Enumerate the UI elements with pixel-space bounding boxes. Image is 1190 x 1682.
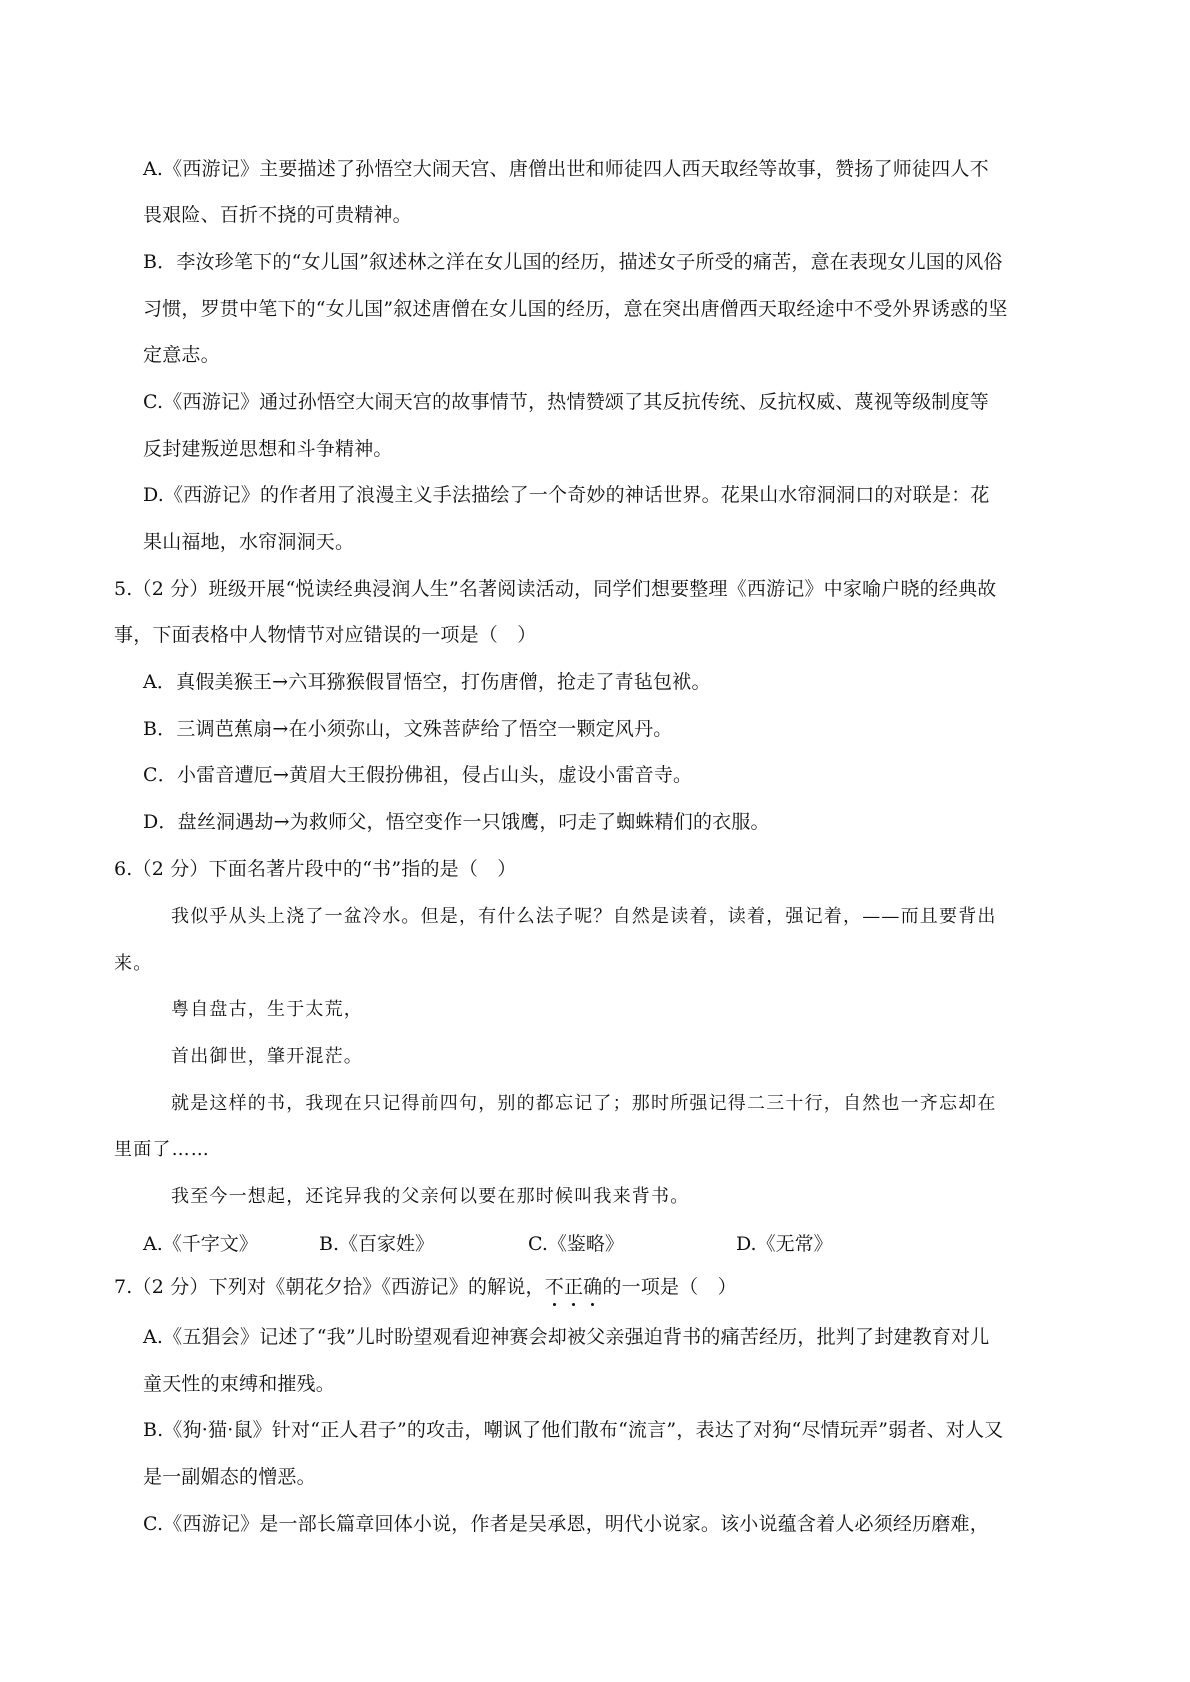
q6-option-c: C.《鉴略》: [528, 1233, 624, 1255]
q7-emphasis-char-1: 不: [544, 1276, 564, 1298]
q6-passage-line2: 来。: [114, 953, 153, 974]
q7-emphasis-char-2: 正: [563, 1276, 584, 1298]
q6-option-a: A.《千字文》: [143, 1233, 258, 1255]
q6-passage-line1: 我似乎从头上浇了一盆冷水。但是，有什么法子呢？自然是读着，读着，强记着，——而且要背出: [171, 906, 997, 927]
q4-option-c-line2: 反封建叛逆思想和斗争精神。: [143, 438, 393, 460]
q5-stem-line2: 事，下面表格中人物情节对应错误的一项是（ ）: [114, 624, 537, 646]
q4-option-a-line1: A.《西游记》主要描述了孙悟空大闹天宫、唐僧出世和师徒四人西天取经等故事，赞扬了师徒四人不: [143, 158, 989, 180]
q5-option-b: B．三调芭蕉扇→在小须弥山，文殊菩萨给了悟空一颗定风丹。: [143, 718, 673, 740]
q4-option-b-line1: B．李汝珍笔下的“女儿国”叙述林之洋在女儿国的经历，描述女子所受的痛苦，意在表现女儿国的风俗: [143, 251, 1003, 273]
q6-passage-line4: 首出御世，肇开混茫。: [171, 1046, 363, 1067]
q7-stem-suffix: 的一项是（ ）: [602, 1276, 737, 1298]
q7-emphasis-char-3: 确: [583, 1276, 603, 1298]
q5-option-d: D．盘丝洞遇劫→为救师父，悟空变作一只饿鹰，叼走了蜘蛛精们的衣服。: [143, 811, 770, 833]
q4-option-d-line1: D.《西游记》的作者用了浪漫主义手法描绘了一个奇妙的神话世界。花果山水帘洞洞口的对联是：花: [143, 484, 990, 506]
q7-stem: [114, 1275, 737, 1299]
q6-option-d: D.《无常》: [736, 1233, 833, 1255]
q6-stem: 6.（2 分）下面名著片段中的“书”指的是（ ）: [114, 858, 517, 880]
q7-option-c-line1: C.《西游记》是一部长篇章回体小说，作者是吴承恩，明代小说家。该小说蕴含着人必须经历磨难，: [143, 1513, 989, 1535]
q6-passage-line6: 里面了……: [114, 1139, 210, 1160]
q7-option-b-line2: 是一副媚态的憎恶。: [143, 1466, 316, 1488]
q5-stem-line1: 5.（2 分）班级开展“悦读经典浸润人生”名著阅读活动，同学们想要整理《西游记》中家喻户晓的经典故: [114, 578, 997, 600]
q6-passage-line3: 粤自盘古，生于太荒，: [171, 999, 363, 1020]
q6-option-b: B.《百家姓》: [319, 1233, 435, 1255]
q6-passage-line5: 就是这样的书，我现在只记得前四句，别的都忘记了；那时所强记得二三十行，自然也一齐忘却在: [171, 1093, 997, 1114]
q4-option-a-line2: 畏艰险、百折不挠的可贵精神。: [143, 204, 412, 226]
q4-option-d-line2: 果山福地，水帘洞洞天。: [143, 531, 355, 553]
q4-option-b-line3: 定意志。: [143, 344, 220, 366]
q7-option-b-line1: B.《狗·猫·鼠》针对“正人君子”的攻击，嘲讽了他们散布“流言”，表达了对狗“尽情玩弄”弱者、对人又: [143, 1419, 1004, 1441]
q7-option-a-line2: 童天性的束缚和摧残。: [143, 1373, 336, 1395]
q7-option-a-line1: A.《五猖会》记述了“我”儿时盼望观看迎神赛会却被父亲强迫背书的痛苦经历，批判了封建教育对儿: [143, 1326, 990, 1348]
q7-stem-prefix: 7.（2 分）下列对《朝花夕拾》《西游记》的解说，: [114, 1276, 545, 1298]
q5-option-a: A．真假美猴王→六耳猕猴假冒悟空，打伤唐僧，抢走了青毡包袱。: [143, 671, 711, 693]
q4-option-c-line1: C.《西游记》通过孙悟空大闹天宫的故事情节，热情赞颂了其反抗传统、反抗权威、蔑视等级制度等: [143, 391, 989, 413]
q5-option-c: C．小雷音遭厄→黄眉大王假扮佛祖，侵占山头，虚设小雷音寺。: [143, 764, 693, 786]
q6-passage-line7: 我至今一想起，还诧异我的父亲何以要在那时候叫我来背书。: [171, 1186, 690, 1207]
q4-option-b-line2: 习惯，罗贯中笔下的“女儿国”叙述唐僧在女儿国的经历，意在突出唐僧西天取经途中不受外界诱惑的坚: [143, 298, 1008, 320]
